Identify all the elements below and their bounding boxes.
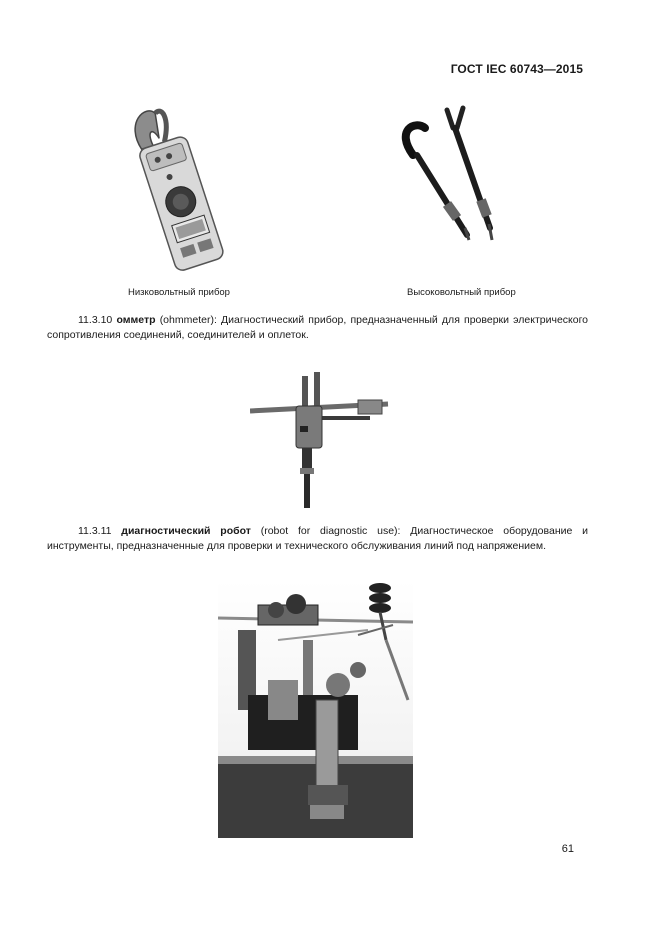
page-number: 61 bbox=[561, 843, 574, 855]
section-definition: Диагностическое оборудование и инструменты, предназначенные для проверки и технического обслуживания линий под напряжением. bbox=[47, 525, 588, 552]
high-voltage-caption: Высоковольтный прибор bbox=[407, 287, 516, 298]
ohmmeter-image bbox=[250, 368, 390, 508]
section-number: 11.3.11 bbox=[78, 525, 112, 537]
high-voltage-device-image bbox=[395, 100, 515, 250]
section-definition: Диагностический прибор, предназначенный для проверки электрического сопротивления соединений, соединителей и оплеток. bbox=[47, 314, 589, 341]
standard-designation: ГОСТ IEC 60743—2015 bbox=[450, 62, 583, 76]
diagnostic-robot-image bbox=[218, 580, 413, 838]
low-voltage-device-image bbox=[118, 100, 238, 275]
section-diagnostic-robot bbox=[47, 524, 588, 554]
section-english-term: (robot for diagnostic use): bbox=[260, 525, 401, 537]
section-ohmmeter bbox=[47, 313, 588, 343]
section-english-term: (ohmmeter): bbox=[159, 314, 217, 326]
section-term: омметр bbox=[116, 314, 156, 326]
low-voltage-caption: Низковольтный прибор bbox=[128, 287, 230, 298]
section-term: диагностический робот bbox=[121, 525, 251, 537]
section-number: 11.3.10 bbox=[78, 314, 113, 326]
